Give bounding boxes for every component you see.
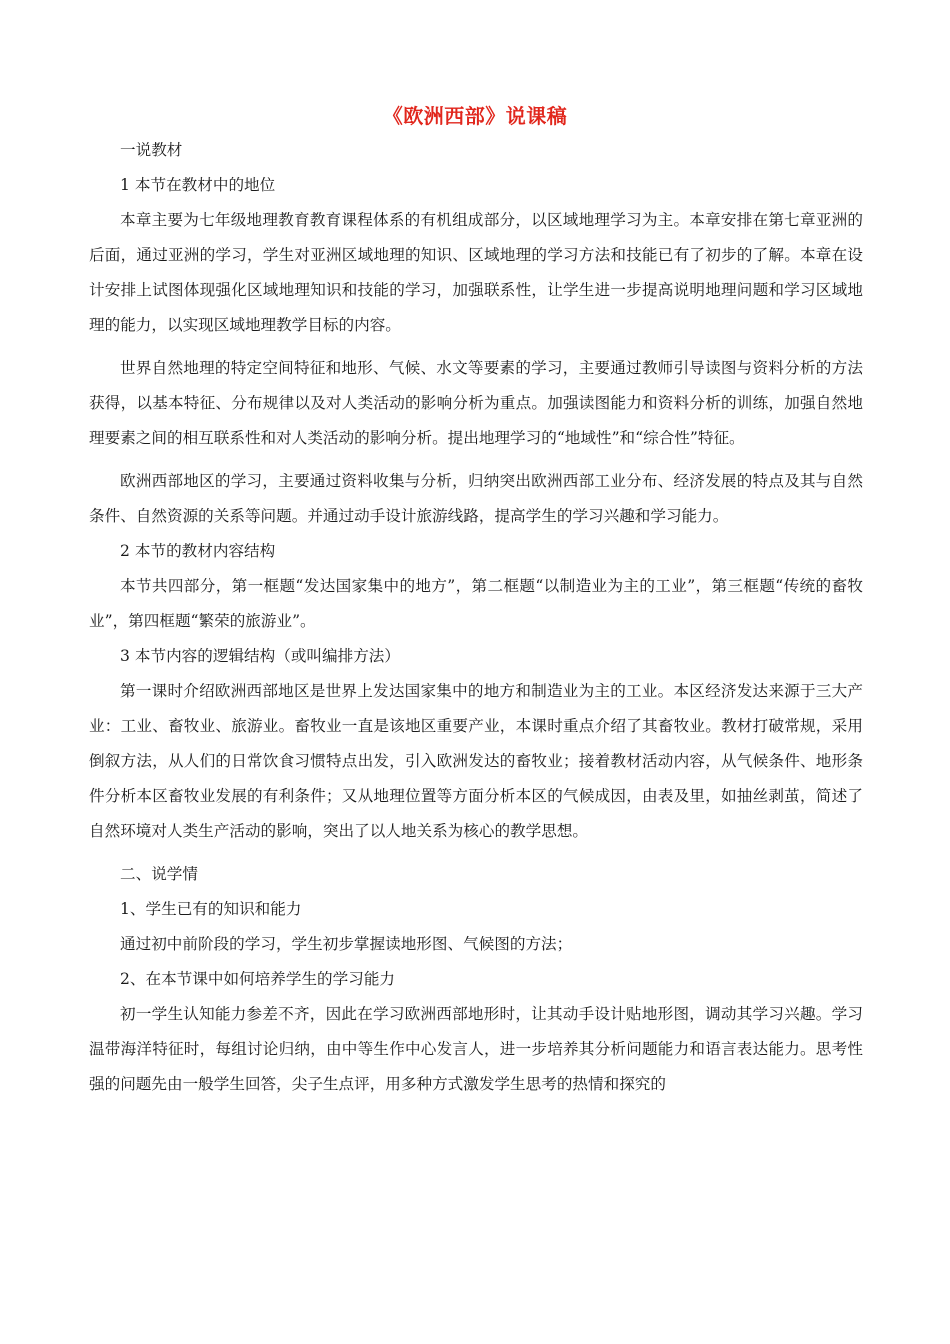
paragraph: 初一学生认知能力参差不齐，因此在学习欧洲西部地形时，让其动手设计贴地形图，调动其学习兴趣。学习温带海洋特征时，每组讨论归纳，由中等生作中心发言人，进一步培养其分析问题能力和语言表达能力。思考性强的问题先由一般学生回答，尖子生点评，用多种方式激发学生思考的热情和探究的 xyxy=(89,1005,863,1093)
document-title: 《欧洲西部》说课稿 xyxy=(382,104,568,128)
paragraph-gap xyxy=(89,343,863,351)
paragraph: 世界自然地理的特定空间特征和地形、气候、水文等要素的学习，主要通过教师引导读图与资料分析的方法获得，以基本特征、分布规律以及对人类活动的影响分析为重点。加强读图能力和资料分析的训练，加强自然地理要素之间的相互联系性和对人类活动的影响分析。提出地理学习的“地域性”和“综合性”特征。 xyxy=(89,359,863,447)
paragraph: 第一课时介绍欧洲西部地区是世界上发达国家集中的地方和制造业为主的工业。本区经济发达来源于三大产业：工业、畜牧业、旅游业。畜牧业一直是该地区重要产业，本课时重点介绍了其畜牧业。教材打破常规，采用倒叙方法，从人们的日常饮食习惯特点出发，引入欧洲发达的畜牧业；接着教材活动内容，从气候条件、地形条件分析本区畜牧业发展的有利条件；又从地理位置等方面分析本区的气候成因，由表及里，如抽丝剥茧，简述了自然环境对人类生产活动的影响，突出了以人地关系为核心的教学思想。 xyxy=(89,682,863,840)
paragraph-gap xyxy=(89,456,863,464)
paragraph-gap xyxy=(89,849,863,857)
subsection-heading-logic-structure: 3 本节内容的逻辑结构（或叫编排方法） xyxy=(120,647,400,665)
subsection-heading-content-structure: 2 本节的教材内容结构 xyxy=(120,542,276,560)
document-body xyxy=(89,133,863,1102)
section-heading-teaching-material: 一说教材 xyxy=(120,141,183,159)
subsection-heading-position: 1 本节在教材中的地位 xyxy=(120,176,276,194)
paragraph: 本章主要为七年级地理教育教育课程体系的有机组成部分，以区域地理学习为主。本章安排在第七章亚洲的后面，通过亚洲的学习，学生对亚洲区域地理的知识、区域地理的学习方法和技能已有了初步的了解。本章在设计安排上试图体现强化区域地理知识和技能的学习，加强联系性，让学生进一步提高说明地理问题和学习区域地理的能力，以实现区域地理教学目标的内容。 xyxy=(89,211,863,334)
subsection-heading-existing-knowledge: 1、学生已有的知识和能力 xyxy=(120,900,302,918)
subsection-heading-ability-training: 2、在本节课中如何培养学生的学习能力 xyxy=(120,970,396,988)
paragraph: 本节共四部分，第一框题“发达国家集中的地方”，第二框题“以制造业为主的工业”，第三框题“传统的畜牧业”，第四框题“繁荣的旅游业”。 xyxy=(89,577,863,630)
section-heading-learning-situation: 二、说学情 xyxy=(120,865,198,883)
paragraph: 通过初中前阶段的学习，学生初步掌握读地形图、气候图的方法； xyxy=(120,935,573,953)
paragraph: 欧洲西部地区的学习，主要通过资料收集与分析，归纳突出欧洲西部工业分布、经济发展的特点及其与自然条件、自然资源的关系等问题。并通过动手设计旅游线路，提高学生的学习兴趣和学习能力。 xyxy=(89,472,863,525)
